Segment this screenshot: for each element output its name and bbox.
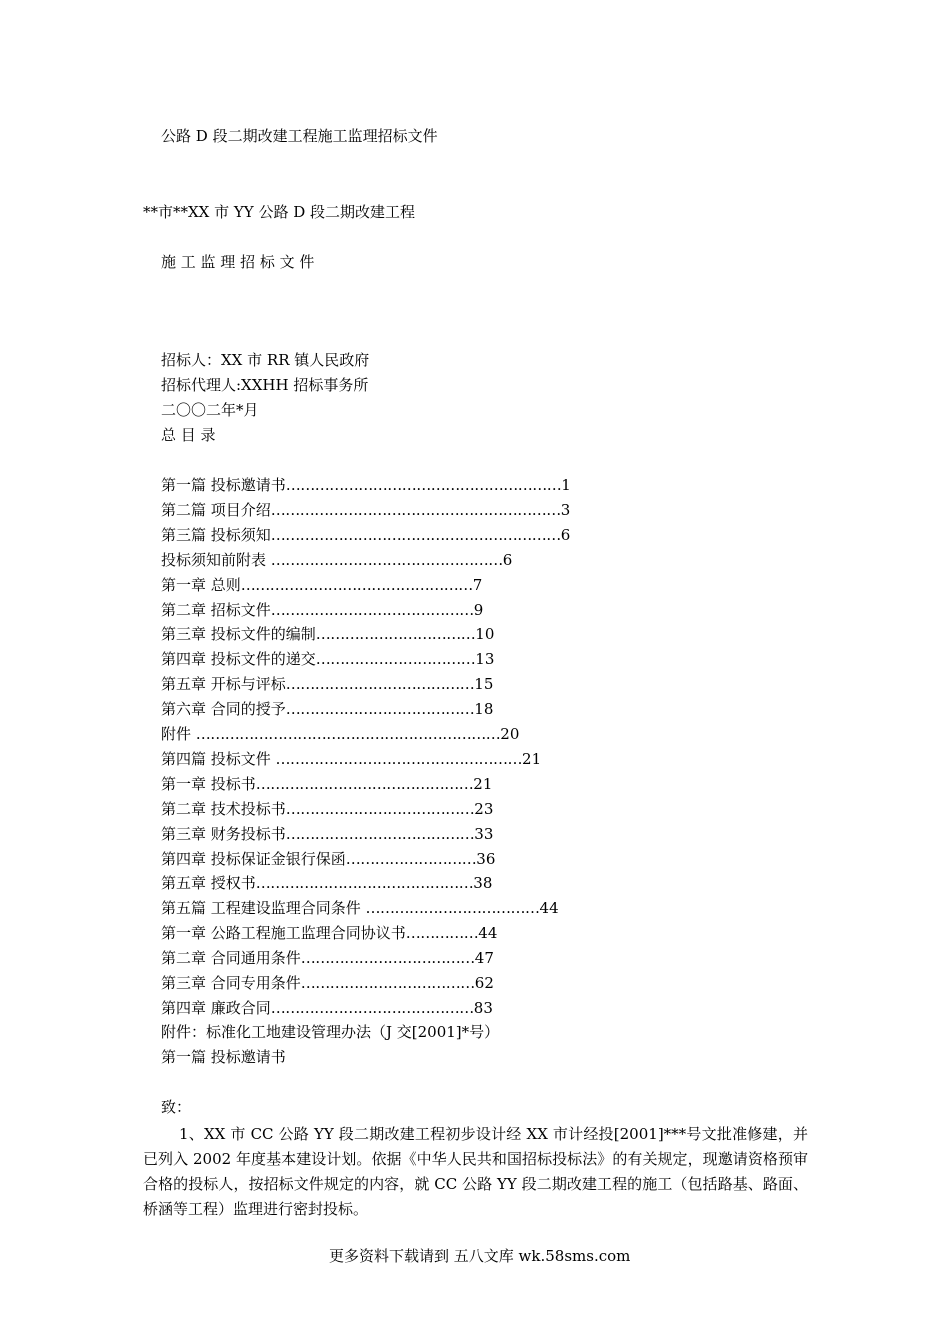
- toc-entry-label: 第四章 廉政合同: [161, 998, 271, 1017]
- toc-entry-page: 6: [560, 525, 571, 544]
- toc-entry-label: 第四章 投标文件的递交: [161, 650, 316, 669]
- toc-entry-leader: ……………………………: [315, 650, 476, 669]
- toc-entry-leader: …………………………………………: [270, 550, 503, 569]
- toc-entry-page: 21: [522, 749, 542, 768]
- toc-entry-label: 第二章 技术投标书: [161, 799, 286, 818]
- toc-entry-leader: ……………………………………………………: [270, 525, 561, 544]
- toc-entry[interactable]: [161, 948, 494, 968]
- toc-entry-page: 21: [473, 774, 493, 793]
- body-paragraph-text: 1、XX 市 CC 公路 YY 段二期改建工程初步设计经 XX 市计经投[2001]***号文批准修建，并已列入 2002 年度基本建设计划。依据《中华人民共和国招标投标法》的有关规定，现邀请资格预审合格的投标人，按招标文件规定的内容，就 CC 公路 YY 段二期改建工程的施工（包括路基、路面、桥涵等工程）监理进行密封投标。: [143, 1125, 808, 1218]
- toc-heading: 总 目 录: [161, 426, 216, 444]
- toc-entry-label: 投标须知前附表: [161, 550, 271, 569]
- salutation: 致：: [161, 1098, 192, 1116]
- toc-entry-label: 第二章 招标文件: [161, 600, 271, 619]
- toc-entry-label: 第三篇 投标须知: [161, 525, 271, 544]
- toc-entry[interactable]: [161, 898, 559, 918]
- toc-entry-leader: ………………………………………………………: [195, 725, 501, 743]
- page-footer: 更多资料下载请到 五八文库 wk.58sms.com: [329, 1247, 631, 1265]
- toc-entry[interactable]: [161, 849, 495, 869]
- toc-entry[interactable]: [161, 699, 493, 719]
- toc-entry[interactable]: [161, 525, 570, 545]
- toc-entry-page: 83: [473, 998, 493, 1017]
- body-paragraph: [143, 1122, 808, 1222]
- toc-entry-label: 第一章 总则: [161, 575, 241, 594]
- toc-entry-page: 10: [475, 625, 495, 644]
- toc-entry-label: 第三章 合同专用条件: [161, 974, 301, 992]
- toc-entry-leader: …………………………………: [285, 700, 475, 719]
- toc-entry-label: 第二章 合同通用条件: [161, 949, 301, 968]
- document-title: 公路 D 段二期改建工程施工监理招标文件: [161, 127, 438, 145]
- toc-entry-leader: ………………………………: [365, 899, 540, 918]
- date-line: 二〇〇二年*月: [161, 401, 259, 419]
- toc-entry-page: 7: [472, 575, 483, 594]
- toc-entry-label: 附件: [161, 725, 196, 743]
- toc-entry-label: 第六章 合同的授予: [161, 700, 286, 719]
- project-subtitle: 施 工 监 理 招 标 文 件: [161, 253, 315, 271]
- toc-entry[interactable]: [161, 674, 493, 694]
- tenderer-line: 招标人：XX 市 RR 镇人民政府: [161, 351, 370, 369]
- toc-entry-label: 第三章 投标文件的编制: [161, 625, 316, 644]
- toc-entry-page: 44: [478, 924, 498, 943]
- toc-entry-label: 第二篇 项目介绍: [161, 500, 271, 519]
- toc-entry-page: 3: [560, 500, 571, 519]
- agent-line: 招标代理人:XXHH 招标事务所: [161, 376, 369, 394]
- toc-entry[interactable]: [161, 475, 571, 495]
- toc-entry[interactable]: [161, 500, 570, 520]
- toc-entry[interactable]: [161, 824, 493, 844]
- toc-entry-label: 第一章 投标书: [161, 774, 256, 793]
- toc-entry-label: 第一章 公路工程施工监理合同协议书: [161, 924, 406, 943]
- toc-entry-page: 38: [473, 874, 493, 893]
- toc-entry[interactable]: [161, 749, 541, 769]
- toc-entry-leader: ………………………: [345, 849, 477, 868]
- toc-entry-page: 1: [561, 476, 571, 494]
- toc-entry-page: 33: [474, 824, 494, 843]
- section-heading: 第一篇 投标邀请书: [161, 1048, 286, 1066]
- toc-entry-page: 9: [473, 600, 484, 619]
- toc-entry-label: 第三章 财务投标书: [161, 824, 286, 843]
- toc-entry[interactable]: [161, 600, 483, 620]
- toc-entry-label: 第四篇 投标文件: [161, 749, 276, 768]
- toc-entry-leader: ……………………………………: [270, 998, 474, 1017]
- toc-entry-page: 23: [474, 799, 494, 818]
- toc-entry[interactable]: [161, 873, 492, 893]
- toc-entry-leader: ……………………………………: [270, 600, 474, 619]
- toc-entry-leader: ………………………………: [300, 974, 475, 992]
- toc-entry-leader: …………………………………: [285, 824, 475, 843]
- toc-entry-leader: …………………………………………………: [285, 476, 562, 494]
- toc-entry-page: 36: [476, 849, 496, 868]
- toc-entry-label: 第一篇 投标邀请书: [161, 476, 286, 494]
- toc-entry[interactable]: [161, 550, 512, 570]
- toc-entry[interactable]: [161, 649, 494, 669]
- appendix-line: 附件：标准化工地建设管理办法（J 交[2001]*号）: [161, 1023, 500, 1041]
- toc-entry-label: 第四章 投标保证金银行保函: [161, 849, 346, 868]
- toc-entry-page: 18: [474, 700, 494, 719]
- toc-entry-page: 20: [500, 725, 520, 743]
- toc-entry-label: 第五篇 工程建设监理合同条件: [161, 899, 366, 918]
- toc-entry[interactable]: [161, 973, 494, 993]
- toc-entry[interactable]: [161, 799, 493, 819]
- toc-entry[interactable]: [161, 998, 493, 1018]
- project-title: **市**XX 市 YY 公路 D 段二期改建工程: [143, 203, 416, 221]
- toc-entry-leader: …………………………………: [285, 799, 475, 818]
- toc-entry-leader: ……………………………………………: [275, 749, 523, 768]
- toc-entry-label: 第五章 授权书: [161, 874, 256, 893]
- toc-entry[interactable]: [161, 923, 497, 943]
- toc-entry-leader: ………………………………: [300, 949, 475, 968]
- toc-entry[interactable]: [161, 624, 494, 644]
- toc-entry-label: 第五章 开标与评标: [161, 675, 286, 694]
- toc-entry-page: 6: [502, 550, 513, 569]
- toc-entry-leader: ………………………………………: [255, 874, 474, 893]
- toc-entry-leader: …………………………………: [285, 675, 475, 694]
- toc-entry[interactable]: [161, 575, 482, 595]
- toc-entry-leader: …………………………………………: [240, 575, 473, 594]
- toc-entry-page: 47: [474, 949, 494, 968]
- toc-entry-leader: ……………………………………………………: [270, 500, 561, 519]
- toc-entry-leader: ……………………………: [315, 625, 476, 644]
- toc-entry-page: 15: [474, 675, 494, 694]
- toc-entry[interactable]: [161, 774, 492, 794]
- toc-entry-page: 44: [539, 899, 559, 918]
- toc-entry-page: 13: [475, 650, 495, 669]
- toc-entry-page: 62: [474, 974, 494, 992]
- toc-entry-leader: ………………………………………: [255, 774, 474, 793]
- toc-entry[interactable]: [161, 724, 519, 744]
- toc-entry-leader: ……………: [405, 924, 479, 943]
